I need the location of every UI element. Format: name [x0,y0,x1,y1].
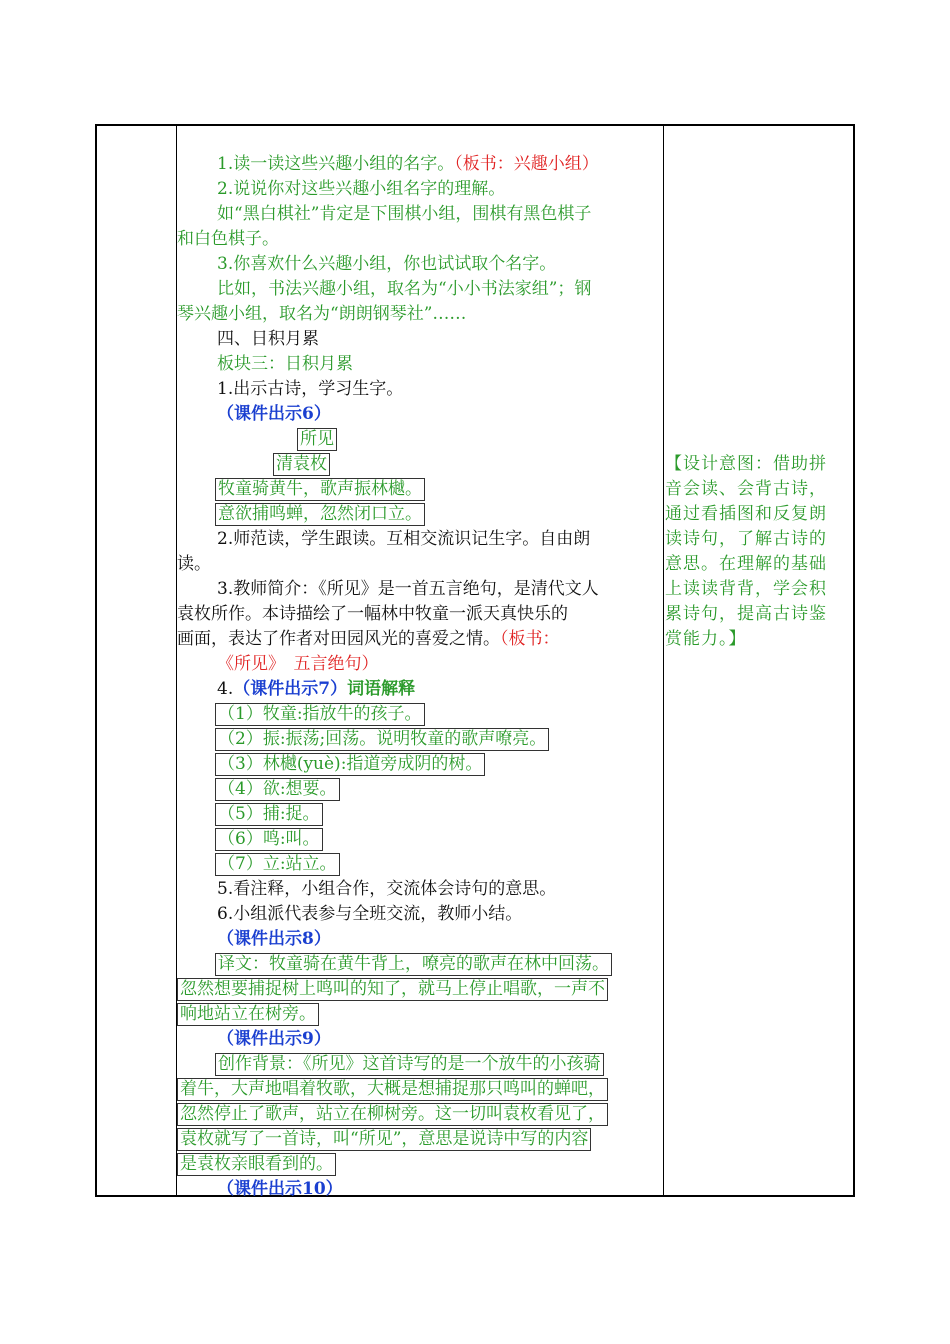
design-intent-line: 累诗句，提高古诗鉴 [665,604,827,624]
background-line: 创作背景：《所见》这首诗写的是一个放牛的小孩骑 [177,1052,663,1077]
word-item: （1）牧童:指放牛的孩子。 [177,702,663,727]
poem-title-line [177,427,663,452]
text-line: 袁枚所作。本诗描绘了一幅林中牧童一派天真快乐的 [177,604,568,624]
word-item: （7）立:站立。 [177,852,663,877]
text-line: 1.出示古诗，学习生字。 [217,379,404,399]
design-intent-line: 读诗句，了解古诗的 [665,529,827,549]
text-line: 和白色棋子。 [177,229,279,249]
translation-line: 响地站立在树旁。 [177,1002,663,1027]
block-heading: 板块三：日积月累 [217,354,353,374]
section-heading: 四、日积月累 [217,329,319,349]
text-line: 读。 [177,554,211,574]
design-intent-line: 赏能力。】 [665,629,747,649]
background-line: 是袁枚亲眼看到的。 [177,1152,663,1177]
background-line: 袁枚就写了一首诗，叫“所见”，意思是说诗中写的内容 [177,1127,663,1152]
courseware-label: （课件出示9） [217,1029,331,1049]
background-line: 着牛，大声地唱着牧歌，大概是想捕捉那只鸣叫的蝉吧， [177,1077,663,1102]
word-item: （6）鸣:叫。 [177,827,663,852]
text-line: 2.师范读，学生跟读。互相交流识记生字。自由朗 [217,529,591,549]
courseware-label: （课件出示6） [217,404,331,424]
text-line: 1.读一读这些兴趣小组的名字。（板书：兴趣小组） [217,154,599,174]
text-line: 《所见》 五言绝句） [217,654,379,674]
text-line: 3.你喜欢什么兴趣小组，你也试试取个名字。 [217,254,557,274]
text-line: 6.小组派代表参与全班交流，教师小结。 [217,904,523,924]
word-item: （3）林樾(yuè):指道旁成阴的树。 [177,752,663,777]
poem-title: 所见 [297,428,337,451]
text-line: 比如，书法兴趣小组，取名为“小小书法家组”；钢 [217,279,592,299]
text-line: 画面，表达了作者对田园风光的喜爱之情。（板书： [177,629,560,649]
text-line: 琴兴趣小组，取名为“朗朗钢琴社”…… [177,304,467,324]
design-intent-line: 音会读、会背古诗， [665,479,827,499]
main-content-column [177,152,663,1202]
column-divider-2 [663,126,664,1195]
text-line: 3.教师简介：《所见》是一首五言绝句，是清代文人 [217,579,599,599]
courseware-label: （课件出示8） [217,929,331,949]
poem-author: 清袁枚 [273,453,330,476]
poem-author-line [177,452,663,477]
text-line: 5.看注释，小组合作，交流体会诗句的意思。 [217,879,557,899]
text-line: 4.（课件出示7）词语解释 [217,679,416,699]
translation-line: 忽然想要捕捉树上鸣叫的知了，就马上停止唱歌，一声不 [177,977,663,1002]
design-intent-line: 【设计意图：借助拼 [665,454,827,474]
lesson-table [95,124,855,1197]
word-item: （5）捕:捉。 [177,802,663,827]
design-intent-line: 上读读背背，学会积 [665,579,827,599]
background-line: 忽然停止了歌声，站立在柳树旁。这一切叫袁枚看见了， [177,1102,663,1127]
word-item: （2）振:振荡;回荡。说明牧童的歌声嘹亮。 [177,727,663,752]
design-intent-line: 通过看插图和反复朗 [665,504,827,524]
poem-line: 意欲捕鸣蝉，忽然闭口立。 [177,502,663,527]
poem-line: 牧童骑黄牛，歌声振林樾。 [177,477,663,502]
text-line: 2.说说你对这些兴趣小组名字的理解。 [217,179,506,199]
courseware-label: （课件出示10） [217,1179,343,1199]
translation-line: 译文：牧童骑在黄牛背上，嘹亮的歌声在林中回荡。 [177,952,663,977]
design-intent-line: 意思。在理解的基础 [665,554,827,574]
word-item: （4）欲:想要。 [177,777,663,802]
text-line: 如“黑白棋社”肯定是下围棋小组，围棋有黑色棋子 [217,204,592,224]
design-intent-column [665,452,855,652]
